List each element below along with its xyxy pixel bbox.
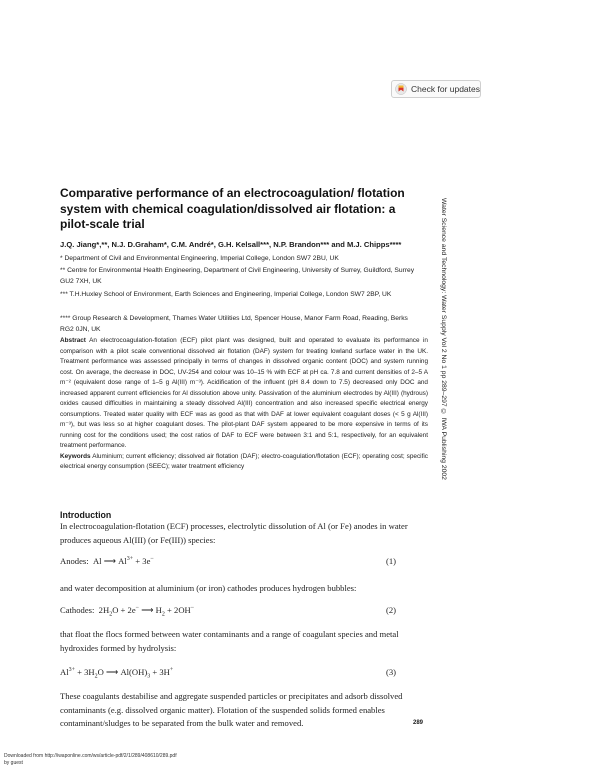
check-for-updates-button[interactable] [391, 80, 481, 98]
keywords-label: Keywords [60, 452, 91, 460]
abstract-block [60, 336, 428, 473]
affiliation-3: *** T.H.Huxley School of Environment, Earth Sciences and Engineering, Imperial College, London SW7 2BP, UK [60, 291, 392, 298]
intro-paragraph-2: and water decomposition at aluminium (or iron) cathodes produces hydrogen bubbles: [60, 583, 357, 593]
section-heading-introduction: Introduction [60, 510, 112, 520]
intro-paragraph-4: These coagulants destabilise and aggregate suspended particles or precipitates and adsorb dissolved contaminants (e.g. dissolved organic matter). Flotation of the suspended solids formed enables contaminant/sludges to be separated from the bulk water and removed. [60, 691, 403, 728]
check-for-updates-label: Check for updates [411, 84, 480, 94]
affiliation-2: ** Centre for Environmental Health Engineering, Department of Civil Engineering, University of Surrey, Guildford, Surrey GU2 7XH, UK [60, 267, 415, 285]
paper-title: Comparative performance of an electrocoagulation/ flotation system with chemical coagulation/dissolved air flotation: a pilot-scale trial [60, 186, 405, 231]
abstract-label: Abstract [60, 337, 86, 344]
equation-1: Anodes: Al ⟶ $Al^{3+} + 3e^-$ [60, 556, 154, 566]
intro-paragraph-1: In electrocoagulation-flotation (ECF) processes, electrolytic dissolution of Al (or Fe) anodes in water produces aqueous Al(III) (or Fe(III)) species: [60, 521, 408, 545]
author-list: J.Q. Jiang*,**, N.J. D.Graham*, C.M. André*, G.H. Kelsall***, N.P. Brandon*** and M.J. Chipps**** [60, 240, 402, 249]
equation-2-number: (2) [386, 605, 397, 615]
abstract-text: An electrocoagulation-flotation (ECF) pilot plant was designed, built and operated to evaluate its performance in comparison with a pilot scale conventional dissolved air flotation (DAF) system for treating lowland surface water in the UK. Treatment performance was assessed principally in terms of changes in dissolved organic content (DOC) and system running cost. On average, the decrease in DOC, UV-254 and colour was 10–15 % with ECF at pH ca. 7.8 and current densities of 2–5 A m⁻² (equivalent dose range of 1–5 g Al(III) m⁻³). Acidification of the influent (pH 8.4 down to 7.5) decreased only DOC and increased apparent current efficiencies for Al dissolution above unity. Passivation of the aluminium electrodes by Al(III) (hydrous) oxides caused difficulties in maintaining a steady dissolved Al(III) concentration and also increased specific electrical energy consumptions. Treated water quality with ECF was as good as that with DAF at lower equivalent coagulant doses (< 5 g Al(III) m⁻³), but was less so at higher coagulant doses. The pilot-plant DAF system appeared to be more expensive in terms of its running cost for the conditions used; the cost ratios of DAF to ECF were between 3:1 and 5:1, respectively, for an equivalent treatment performance. [60, 337, 428, 449]
equation-1-number: (1) [386, 556, 397, 566]
equation-3: $Al^{3+} + 3H_2O$ ⟶ $Al(OH)_3 + 3H^+$ [60, 667, 174, 680]
equation-3-number: (3) [386, 667, 397, 677]
affiliation-4: **** Group Research & Development, Thames Water Utilities Ltd, Spencer House, Manor Farm Road, Reading, Berks RG2 0JN, UK [60, 315, 408, 333]
journal-citation-sidebar: Water Science and Technology: Water Supply Vol 2 No 1 pp 289–297 © IWA Publishing 2002 [440, 198, 447, 480]
page-number: 289 [413, 720, 424, 726]
equation-1-label: Anodes: [60, 556, 89, 566]
intro-paragraph-3: that float the flocs formed between water contaminants and a range of coagulant species and metal hydroxides formed by hydrolysis: [60, 629, 399, 653]
equation-2-label: Cathodes: [60, 605, 95, 615]
keywords-text: Aluminium; current efficiency; dissolved air flotation (DAF); electro-coagulation/flotation (ECF); operating cost; specific electrical energy consumption (SEEC); water treatment efficiency [60, 452, 428, 470]
download-notice: Downloaded from http://iwaponline.com/ws/article-pdf/2/1/289/408610/289.pdf [4, 753, 177, 759]
download-notice-guest: by guest [4, 760, 23, 766]
crossmark-icon [395, 83, 407, 95]
affiliation-1: * Department of Civil and Environmental Engineering, Imperial College, London SW7 2BU, UK [60, 255, 339, 262]
equation-2: Cathodes: $2H_2O + 2e^-$ ⟶ $H_2 + 2OH^-$ [60, 605, 195, 618]
